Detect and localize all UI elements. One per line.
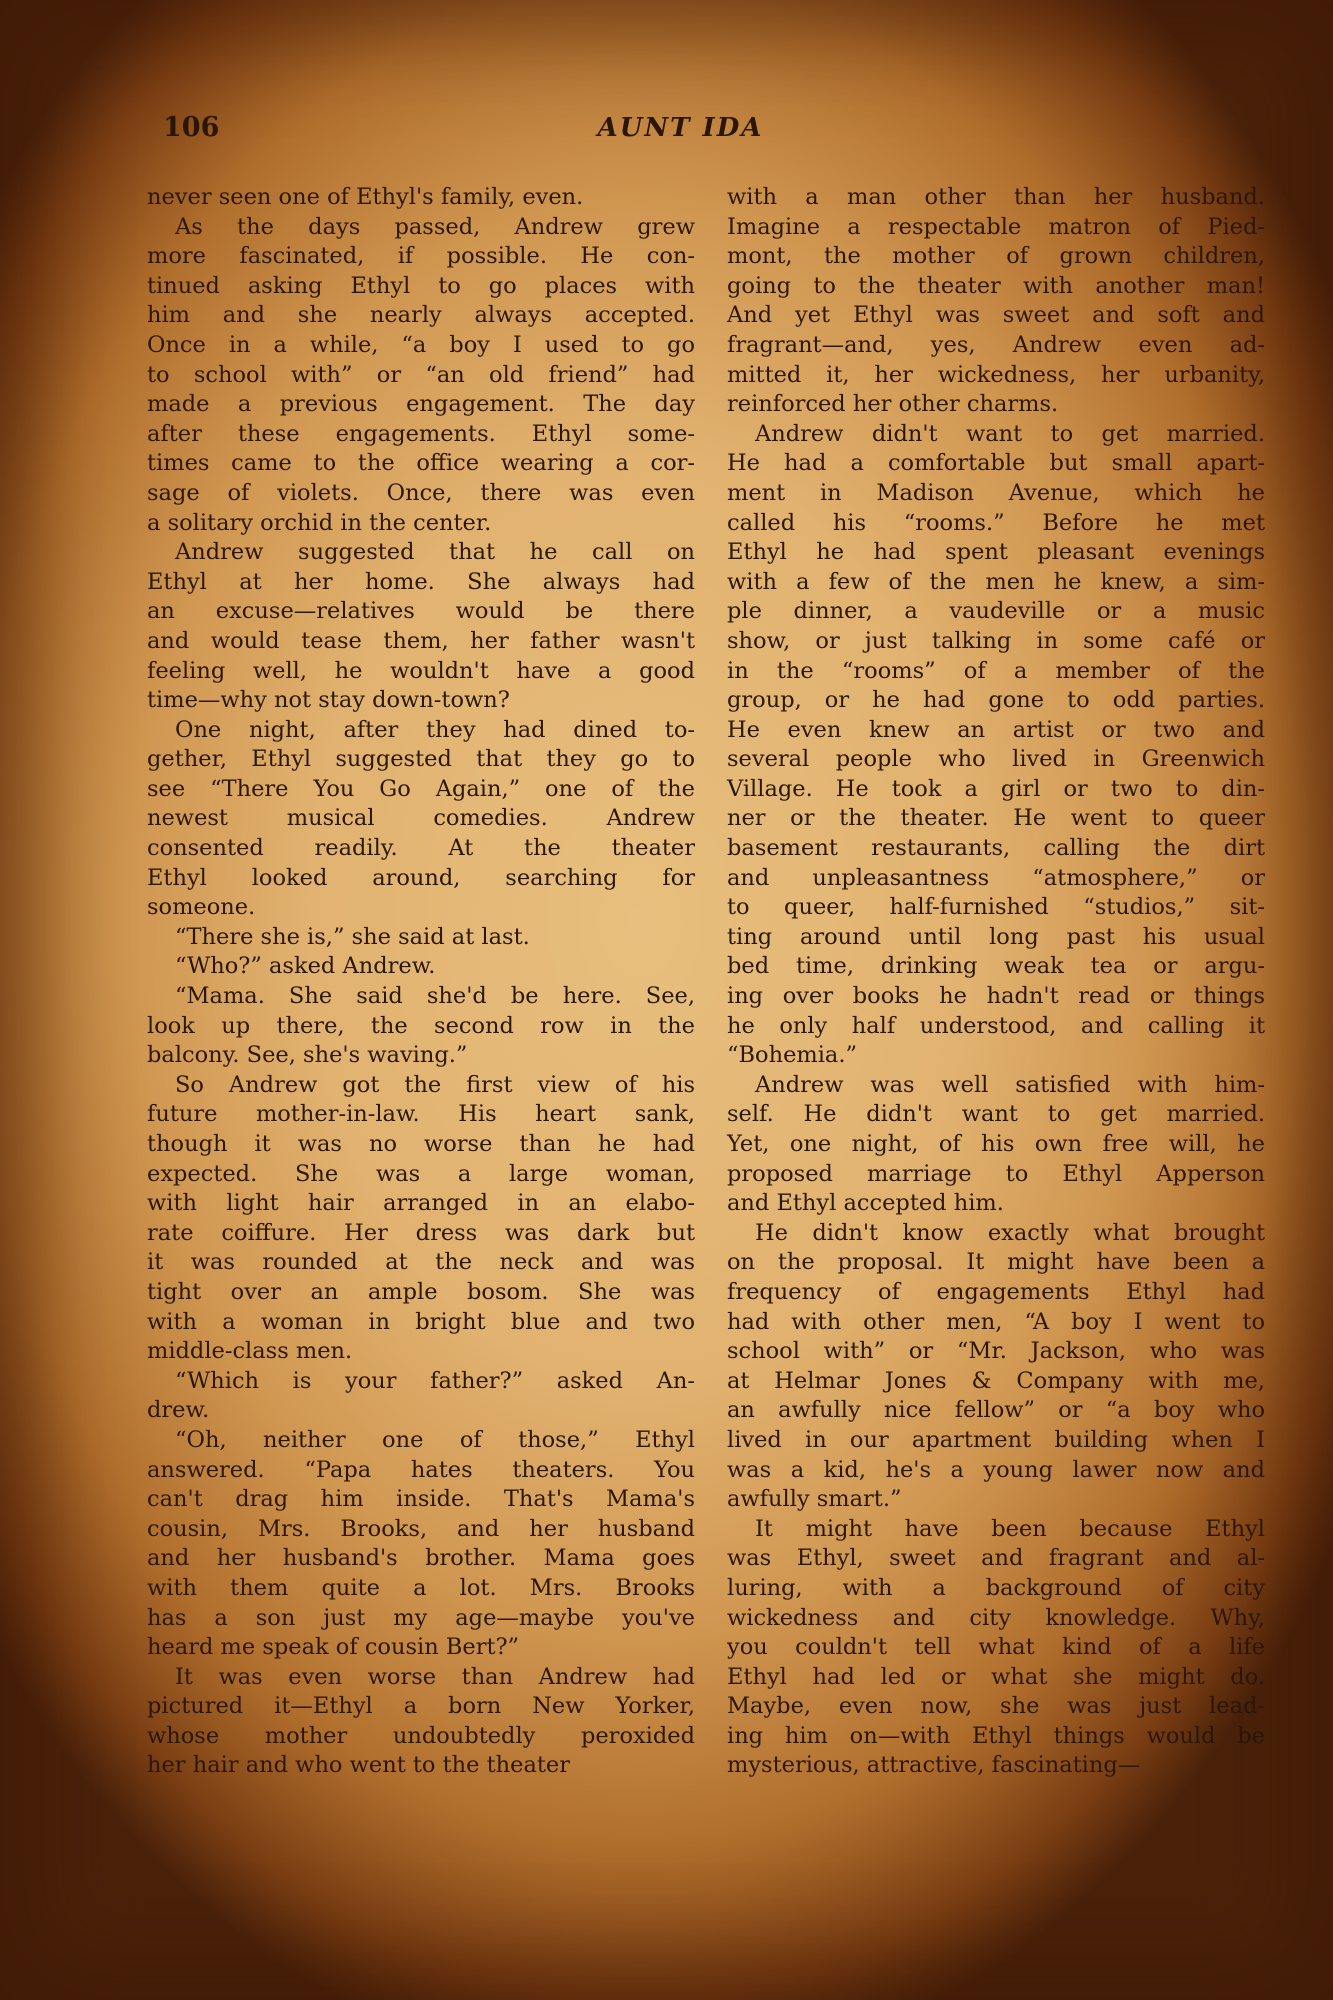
text-line: Ethyl had led or what she might do. <box>727 1663 1265 1690</box>
text-line: with light hair arranged in an elabo- <box>147 1190 695 1217</box>
text-line: him and she nearly always accepted. <box>147 302 695 329</box>
text-line: cousin, Mrs. Brooks, and her husband <box>147 1515 695 1542</box>
text-line: basement restaurants, calling the dirt <box>727 835 1265 862</box>
text-line: ment in Madison Avenue, which he <box>727 479 1265 506</box>
text-line: consented readily. At the theater <box>147 835 695 862</box>
text-line: after these engagements. Ethyl some- <box>147 420 695 447</box>
text-line: He didn't know exactly what brought <box>755 1219 1265 1246</box>
text-line: going to the theater with another man! <box>727 272 1265 299</box>
text-line: with a man other than her husband. <box>727 184 1265 210</box>
text-line: more fascinated, if possible. He con- <box>147 243 695 270</box>
text-line: mysterious, attractive, fascinating— <box>727 1752 1141 1779</box>
text-line: feeling well, he wouldn't have a good <box>147 657 695 684</box>
text-line: lived in our apartment building when I <box>727 1426 1265 1453</box>
text-line: Yet, one night, of his own free will, he <box>727 1131 1265 1157</box>
text-line: never seen one of Ethyl's family, even. <box>147 184 584 210</box>
text-line: school with” or “Mr. Jackson, who was <box>727 1338 1265 1365</box>
text-line: was Ethyl, sweet and fragrant and al- <box>727 1545 1265 1572</box>
text-line: reinforced her other charms. <box>727 391 1059 418</box>
text-line: Maybe, even now, she was just lead- <box>727 1693 1265 1720</box>
text-line: though it was no worse than he had <box>147 1131 695 1157</box>
text-line: was a kid, he's a young lawer now and <box>727 1456 1265 1483</box>
text-line: ing over books he hadn't read or things <box>727 983 1265 1010</box>
text-line: made a previous engagement. The day <box>147 391 695 418</box>
running-title: AUNT IDA <box>597 113 764 143</box>
text-line: fragrant—and, yes, Andrew even ad- <box>727 331 1265 358</box>
text-line: drew. <box>147 1397 210 1424</box>
text-line: an excuse—relatives would be there <box>147 598 695 625</box>
text-line: someone. <box>147 894 256 921</box>
text-line: ner or the theater. He went to queer <box>727 805 1265 832</box>
text-line: answered. “Papa hates theaters. You <box>147 1456 695 1483</box>
text-line: he only half understood, and calling it <box>727 1012 1265 1039</box>
text-line: see “There You Go Again,” one of the <box>147 775 695 802</box>
text-line: several people who lived in Greenwich <box>727 746 1265 773</box>
text-line: whose mother undoubtedly peroxided <box>147 1722 695 1749</box>
text-line: in the “rooms” of a member of the <box>727 657 1265 684</box>
text-line: tight over an ample bosom. She was <box>147 1278 695 1305</box>
text-line: to school with” or “an old friend” had <box>147 361 695 388</box>
text-line: So Andrew got the first view of his <box>175 1071 695 1098</box>
text-line: ting around until long past his usual <box>727 923 1265 950</box>
text-line: an awfully nice fellow” or “a boy who <box>727 1397 1265 1424</box>
text-line: and unpleasantness “atmosphere,” or <box>727 864 1265 891</box>
text-line: with a few of the men he knew, a sim- <box>727 568 1265 595</box>
text-line: had with other men, “A boy I went to <box>727 1308 1265 1335</box>
text-line: time—why not stay down-town? <box>147 687 510 714</box>
page-header <box>163 108 1198 148</box>
text-line: you couldn't tell what kind of a life <box>727 1634 1265 1661</box>
text-line: and Ethyl accepted him. <box>727 1190 1004 1217</box>
text-line: heard me speak of cousin Bert?” <box>147 1634 520 1661</box>
text-line: future mother-in-law. His heart sank, <box>147 1101 695 1128</box>
text-line: her hair and who went to the theater <box>147 1752 571 1779</box>
text-line: a solitary orchid in the center. <box>147 509 492 536</box>
text-line: Once in a while, “a boy I used to go <box>147 331 695 358</box>
text-line: with a woman in bright blue and two <box>147 1308 695 1335</box>
text-line: It might have been because Ethyl <box>755 1515 1265 1542</box>
text-line: can't drag him inside. That's Mama's <box>147 1486 695 1513</box>
text-line: Andrew suggested that he call on <box>175 539 695 566</box>
text-line: bed time, drinking weak tea or argu- <box>727 953 1265 980</box>
text-line: Ethyl he had spent pleasant evenings <box>727 539 1265 566</box>
text-line: called his “rooms.” Before he met <box>727 509 1265 536</box>
text-line: “Oh, neither one of those,” Ethyl <box>175 1426 695 1453</box>
text-line: “Which is your father?” asked An- <box>175 1367 695 1394</box>
text-line: It was even worse than Andrew had <box>175 1663 695 1690</box>
text-line: “Mama. She said she'd be here. See, <box>175 983 695 1010</box>
text-line: and her husband's brother. Mama goes <box>147 1545 695 1572</box>
text-line: luring, with a background of city <box>727 1574 1265 1601</box>
text-line: times came to the office wearing a cor- <box>147 450 695 477</box>
text-line: newest musical comedies. Andrew <box>147 805 695 832</box>
text-line: on the proposal. It might have been a <box>727 1249 1265 1276</box>
text-line: frequency of engagements Ethyl had <box>727 1278 1265 1305</box>
text-line: As the days passed, Andrew grew <box>175 213 695 240</box>
text-line: awfully smart.” <box>727 1486 902 1513</box>
text-line: wickedness and city knowledge. Why, <box>727 1604 1265 1631</box>
text-line: expected. She was a large woman, <box>147 1160 695 1187</box>
text-line: ing him on—with Ethyl things would be <box>727 1722 1265 1749</box>
text-line: balcony. See, she's waving.” <box>147 1042 468 1069</box>
text-line: gether, Ethyl suggested that they go to <box>147 746 695 773</box>
text-line: self. He didn't want to get married. <box>727 1101 1265 1128</box>
text-line: “Bohemia.” <box>727 1042 857 1069</box>
text-line: “Who?” asked Andrew. <box>175 953 436 980</box>
text-column-right <box>727 183 1265 1781</box>
text-line: has a son just my age—maybe you've <box>147 1604 695 1631</box>
text-line: One night, after they had dined to- <box>175 716 695 743</box>
text-line: and would tease them, her father wasn't <box>147 627 695 654</box>
text-line: He even knew an artist or two and <box>727 716 1265 743</box>
text-column-left <box>147 183 695 1781</box>
text-line: show, or just talking in some café or <box>727 627 1265 654</box>
text-line: with them quite a lot. Mrs. Brooks <box>147 1574 695 1601</box>
text-line: at Helmar Jones & Company with me, <box>727 1367 1265 1394</box>
text-line: Imagine a respectable matron of Pied- <box>727 213 1265 240</box>
text-line: mont, the mother of grown children, <box>727 243 1265 270</box>
text-line: it was rounded at the neck and was <box>147 1249 695 1276</box>
text-line: Ethyl at her home. She always had <box>147 568 695 595</box>
text-line: And yet Ethyl was sweet and soft and <box>727 302 1265 329</box>
text-line: ple dinner, a vaudeville or a music <box>727 598 1265 625</box>
text-line: proposed marriage to Ethyl Apperson <box>727 1160 1265 1187</box>
text-line: group, or he had gone to odd parties. <box>727 687 1265 714</box>
text-line: tinued asking Ethyl to go places with <box>147 272 695 299</box>
text-line: middle-class men. <box>147 1338 353 1365</box>
text-line: Village. He took a girl or two to din- <box>727 775 1265 802</box>
text-line: “There she is,” she said at last. <box>175 923 530 950</box>
text-line: mitted it, her wickedness, her urbanity, <box>727 361 1265 388</box>
text-line: He had a comfortable but small apart- <box>727 450 1265 477</box>
text-line: pictured it—Ethyl a born New Yorker, <box>147 1693 695 1720</box>
text-line: Andrew didn't want to get married. <box>755 420 1265 447</box>
text-line: Andrew was well satisfied with him- <box>755 1071 1265 1098</box>
text-line: to queer, half-furnished “studios,” sit- <box>727 894 1265 921</box>
text-line: rate coiffure. Her dress was dark but <box>147 1219 695 1246</box>
text-line: Ethyl looked around, searching for <box>147 864 695 891</box>
page-number: 106 <box>163 112 220 143</box>
text-line: look up there, the second row in the <box>147 1012 695 1039</box>
text-line: sage of violets. Once, there was even <box>147 479 695 506</box>
